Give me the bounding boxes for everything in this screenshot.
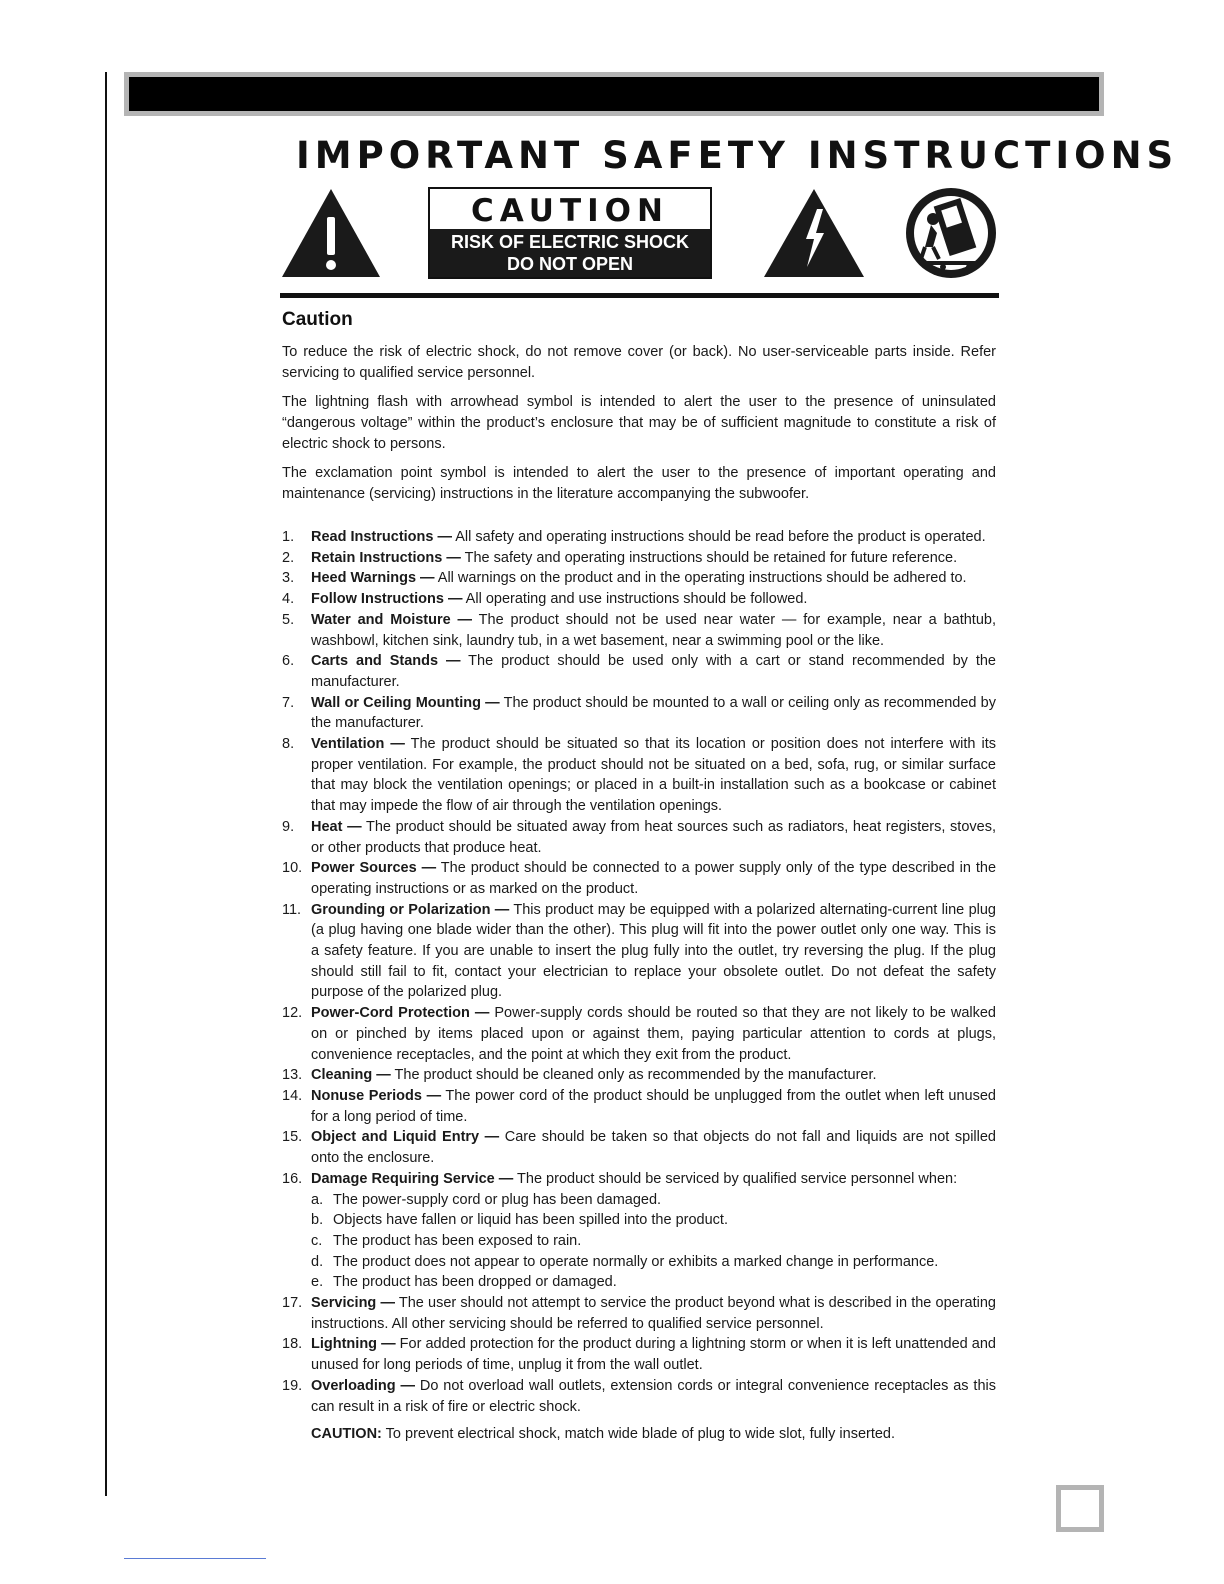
- header-band: [124, 72, 1104, 116]
- caution-label-line1: RISK OF ELECTRIC SHOCK: [450, 232, 689, 252]
- lightning-symbol-paragraph: The lightning flash with arrowhead symbol is intended to alert the user to the presence of uninsulated “dangerous voltage” within the product’s enclosure that may be of sufficient magnitude to constitute a risk of electric shock to persons.: [282, 394, 996, 452]
- left-margin-rule: [105, 72, 107, 1496]
- section-divider: [280, 293, 999, 298]
- caution-label-line2: DO NOT OPEN: [506, 254, 633, 274]
- main-content: [282, 309, 996, 1445]
- list-item: 2. Retain Instructions — The safety and operating instructions should be retained for future reference.: [282, 549, 958, 566]
- list-item: 15. Object and Liquid Entry — Care should be taken so that objects do not fall and liquids are not spilled onto the enclosure.: [282, 1129, 996, 1167]
- caution-paragraph: To reduce the risk of electric shock, do not remove cover (or back). No user-serviceable parts inside. Refer servicing to qualified service personnel.: [282, 344, 996, 381]
- sub-list-item: e. The product has been dropped or damaged.: [311, 1274, 617, 1291]
- list-item: 10. Power Sources — The product should be connected to a power supply only of the type described in the operating instructions or as marked on the product.: [282, 860, 997, 897]
- cart-tip-over-icon: [903, 185, 999, 281]
- exclamation-symbol-paragraph: The exclamation point symbol is intended to alert the user to the presence of important operating and maintenance (servicing) instructions in the literature accompanying the subwoofer.: [282, 465, 996, 502]
- caution-heading: Caution: [282, 309, 353, 330]
- list-item: 3. Heed Warnings — All warnings on the product and in the operating instructions should be adhered to.: [282, 570, 967, 587]
- list-item: 19. Overloading — Do not overload wall outlets, extension cords or integral convenience receptacles as this can result in a risk of fire or electric shock.: [282, 1377, 996, 1415]
- list-item: 11. Grounding or Polarization — This product may be equipped with a polarized alternating-current line plug (a plug having one blade wider than the other). This plug will fit into the power outlet only one way. This is a safety feature. If you are unable to insert the plug fully into the outlet, try reversing the plug. If the plug should still fail to fit, contact your electrician to replace your obsolete outlet. Do not defeat the safety purpose of the polarized plug.: [282, 901, 996, 1001]
- sub-list-item: b. Objects have fallen or liquid has been spilled into the product.: [311, 1212, 728, 1229]
- list-item: 7. Wall or Ceiling Mounting — The product should be mounted to a wall or ceiling only as recommended by the manufacturer.: [282, 694, 996, 732]
- lightning-triangle-icon: [762, 187, 866, 279]
- sub-list-item: d. The product does not appear to operate normally or exhibits a marked change in performance.: [311, 1253, 939, 1270]
- list-item: 4. Follow Instructions — All operating and use instructions should be followed.: [282, 591, 808, 608]
- list-item: 16. Damage Requiring Service — The product should be serviced by qualified service personnel when: a. The power-supply cord or plug has been damaged. b. Objects have fallen or liquid has been spilled into the product. c. The product has been exposed to rain. d. The product does not appear to operate normally or exhibits a marked change in performance. e. The product has been dropped or damaged.: [282, 1169, 996, 1293]
- list-item: 1. Read Instructions — All safety and operating instructions should be read before the product is operated.: [282, 529, 986, 545]
- list-item: 8. Ventilation — The product should be situated so that its location or position does not interfere with its proper ventilation. For example, the product should not be situated on a bed, sofa, rug, or similar surface that may block the ventilation openings; or placed in a built-in installation such as a bookcase or cabinet that may impede the flow of air through the ventilation openings.: [282, 736, 997, 815]
- list-item: 17. Servicing — The user should not attempt to service the product beyond what is described in the operating instructions. All other servicing should be referred to qualified service personnel.: [282, 1295, 997, 1332]
- list-item: 5. Water and Moisture — The product should not be used near water — for example, near a bathtub, washbowl, kitchen sink, laundry tub, in a wet basement, near a swimming pool or the like.: [282, 611, 996, 649]
- caution-label: [428, 187, 712, 279]
- page-number-box: [1056, 1485, 1104, 1532]
- final-caution-note: [311, 1424, 996, 1445]
- list-item: 6. Carts and Stands — The product should be used only with a cart or stand recommended by the manufacturer.: [282, 653, 996, 690]
- list-item: 13. Cleaning — The product should be cleaned only as recommended by the manufacturer.: [282, 1067, 877, 1084]
- final-caution-text: To prevent electrical shock, match wide blade of plug to wide slot, fully inserted.: [381, 1426, 896, 1443]
- caution-label-warning: [430, 229, 710, 277]
- caution-label-title: CAUTION: [471, 193, 669, 229]
- final-caution-label: CAUTION:: [311, 1426, 382, 1443]
- damage-conditions-list: [311, 1190, 996, 1294]
- list-item: 9. Heat — The product should be situated away from heat sources such as radiators, heat registers, stoves, or other products that produce heat.: [282, 818, 996, 856]
- footer-link-line: [124, 1558, 266, 1559]
- sub-list-item: c. The product has been exposed to rain.: [311, 1232, 582, 1249]
- list-item: 12. Power-Cord Protection — Power-supply cords should be routed so that they are not likely to be walked on or pinched by items placed upon or against them, paying particular attention to cords at plugs, convenience receptacles, and the point at which they exit from the product.: [282, 1005, 996, 1063]
- page-title: IMPORTANT SAFETY INSTRUCTIONS: [296, 134, 1179, 177]
- sub-list-item: a. The power-supply cord or plug has been damaged.: [311, 1191, 662, 1208]
- list-item: 14. Nonuse Periods — The power cord of the product should be unplugged from the outlet when left unused for a long period of time.: [282, 1087, 996, 1125]
- safety-instructions-list: [282, 527, 996, 1417]
- list-item: 18. Lightning — For added protection for the product during a lightning storm or when it is left unattended and unused for long periods of time, unplug it from the wall outlet.: [282, 1336, 996, 1374]
- exclamation-triangle-icon: [280, 187, 382, 279]
